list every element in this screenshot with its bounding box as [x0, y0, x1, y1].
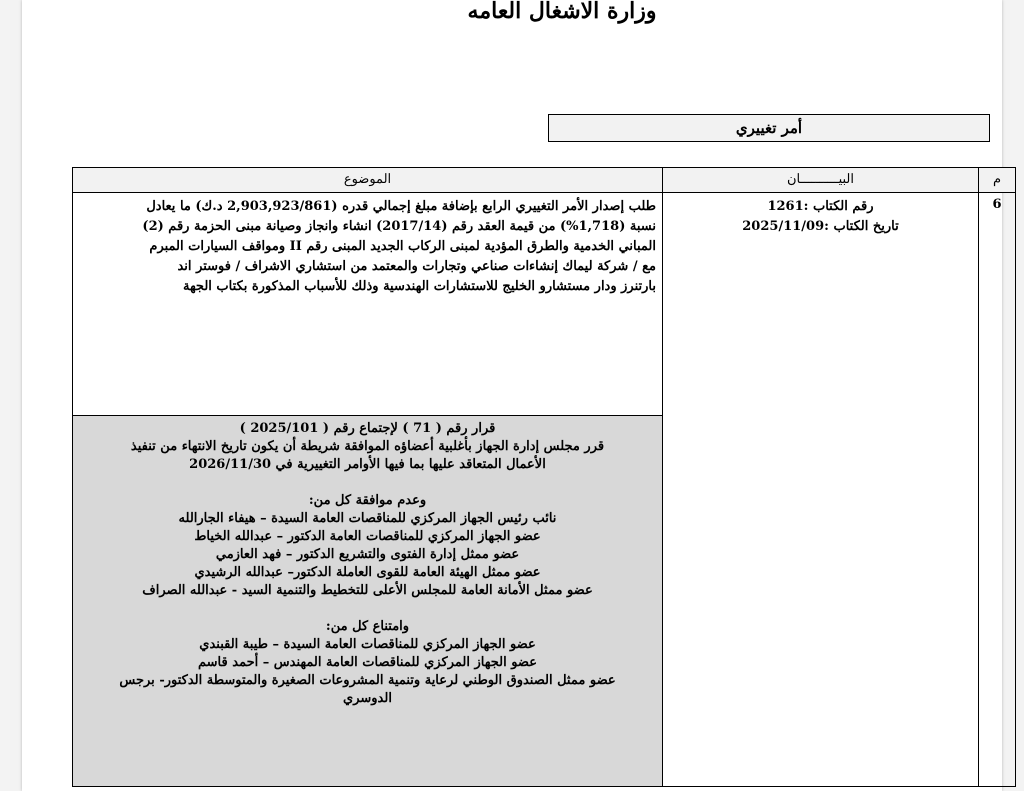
abstainer: عضو ممثل الصندوق الوطني لرعاية وتنمية المشروعات الصغيرة والمتوسطة الدكتور- برجس — [119, 673, 616, 688]
objector: نائب رئيس الجهاز المركزي للمناقصات العامة السيدة – هيفاء الجارالله — [178, 511, 557, 526]
decision-text: الأعمال المتعاقد عليها بما فيها الأوامر التغييرية في 2026/11/30 — [189, 457, 546, 472]
subject-line: طلب إصدار الأمر التغييري الرابع بإضافة مبلغ إجمالي قدره (2,903,923/861 د.ك) ما يعادل — [146, 199, 656, 214]
subject-line: بارتنرز ودار مستشارو الخليج للاستشارات الهندسية وذلك للأسباب المذكورة بكتاب الجهة — [182, 279, 656, 294]
order-type-label: أمر تغييري — [735, 119, 803, 137]
book-date: تاريخ الكتاب :2025/11/09 — [742, 219, 899, 234]
objection-title: وعدم موافقة كل من: — [308, 493, 427, 508]
objector: عضو ممثل إدارة الفتوى والتشريع الدكتور – فهد العازمي — [215, 547, 520, 562]
bayan-cell — [663, 193, 979, 787]
table-header-row — [73, 168, 1016, 193]
book-number: رقم الكتاب :1261 — [767, 199, 874, 214]
objector: عضو ممثل الهيئة العامة للقوى العاملة الدكتور– عبدالله الرشيدي — [194, 565, 541, 580]
order-type-box — [548, 114, 990, 142]
abstainer: عضو الجهاز المركزي للمناقصات العامة السيدة – طيبة القبندي — [199, 637, 536, 652]
subject-line: مع / شركة ليماك إنشاءات صناعي وتجارات والمعتمد من استشاري الاشراف / فوستر اند — [177, 259, 656, 274]
abstainer: الدوسري — [343, 691, 392, 706]
decision-text: قرر مجلس إدارة الجهاز بأغلبية أعضاؤه الموافقة شريطة أن يكون تاريخ الانتهاء من تنفيذ — [130, 439, 605, 454]
subject-cell — [73, 193, 663, 416]
ministry-title: وزارة الاشغال العامه — [467, 0, 657, 24]
header-bayan: البيــــــــــان — [663, 168, 979, 193]
objector: عضو ممثل الأمانة العامة للمجلس الأعلى للتخطيط والتنمية السيد - عبدالله الصراف — [142, 583, 593, 598]
header-subject: الموضوع — [73, 168, 663, 193]
row-number: 6 — [979, 193, 1016, 787]
subject-line: نسبة (1,718%) من قيمة العقد رقم (2017/14) انشاء وانجاز وصيانة مبنى الحزمة رقم (2) — [142, 219, 656, 234]
table-row — [73, 193, 1016, 416]
abstainer: عضو الجهاز المركزي للمناقصات العامة المهندس – أحمد قاسم — [198, 655, 537, 670]
abstain-title: وامتناع كل من: — [325, 619, 410, 634]
header-number: م — [979, 168, 1016, 193]
decision-cell — [73, 416, 663, 787]
decision-heading: قرار رقم ( 71 ) لإجتماع رقم ( 2025/101 ) — [239, 421, 496, 436]
document-page — [22, 0, 1002, 791]
change-order-table — [72, 167, 1016, 787]
objector: عضو الجهاز المركزي للمناقصات العامة الدكتور – عبدالله الخياط — [194, 529, 541, 544]
subject-line: المباني الخدمية والطرق المؤدية لمبنى الركاب الجديد المبنى رقم II ومواقف السيارات المبرم — [149, 239, 656, 254]
